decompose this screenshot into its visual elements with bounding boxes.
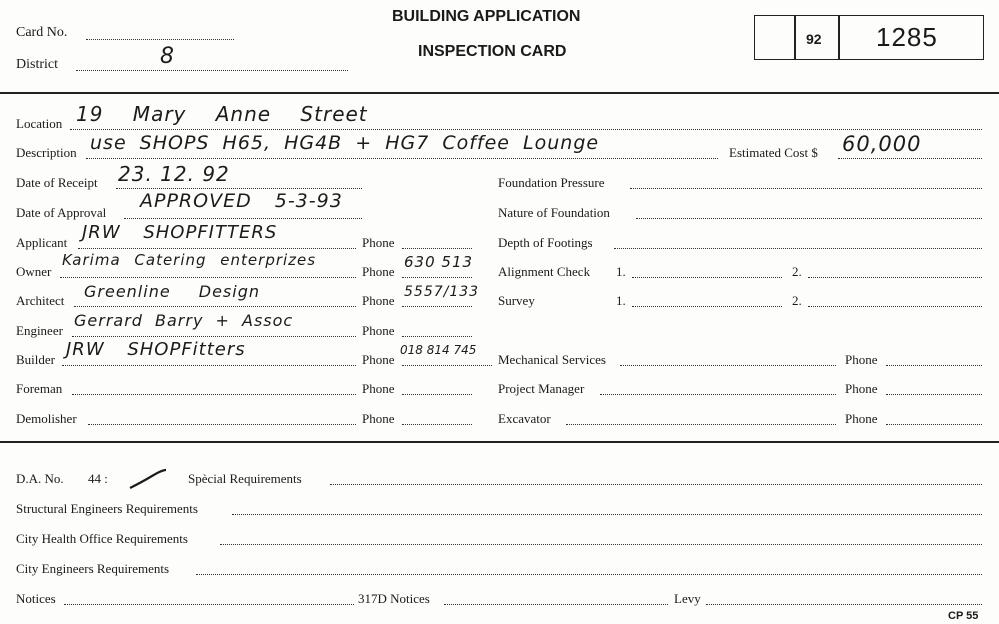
description-field[interactable] — [86, 158, 718, 159]
notices-label: Notices — [16, 591, 56, 606]
owner-phone-value: 630 513 — [404, 253, 474, 271]
receipt-field[interactable] — [116, 188, 362, 189]
architect-phone-value: 5557/133 — [404, 284, 480, 300]
box-number: 1285 — [876, 22, 938, 52]
district-value: 8 — [160, 44, 175, 69]
applicant-label: Applicant — [16, 235, 68, 250]
foreman-field[interactable] — [72, 394, 356, 395]
alignment-label: Alignment Check — [498, 264, 591, 279]
top-rule — [0, 92, 999, 94]
survey-field-1[interactable] — [632, 306, 782, 307]
mechanical-phone-field[interactable] — [886, 365, 982, 366]
card-no-label: Card No. — [16, 25, 68, 40]
depth-footings-label: Depth of Footings — [498, 235, 593, 250]
approval-label: Date of Approval — [16, 205, 107, 220]
owner-value: Karima Catering enterprizes — [62, 251, 317, 269]
special-field[interactable] — [330, 484, 982, 485]
structural-field[interactable] — [232, 514, 982, 515]
engineer-phone-field[interactable] — [402, 336, 472, 337]
architect-label: Architect — [16, 293, 65, 308]
location-value: 19 Mary Anne Street — [76, 102, 368, 126]
engineer-phone-label: Phone — [362, 323, 395, 338]
city-eng-label: City Engineers Requirements — [16, 561, 170, 576]
owner-phone-label: Phone — [362, 264, 395, 279]
special-label: Spècial Requirements — [188, 471, 302, 486]
architect-phone-label: Phone — [362, 293, 395, 308]
depth-footings-field[interactable] — [614, 248, 982, 249]
foreman-phone-field[interactable] — [402, 394, 472, 395]
box-divider-1 — [794, 15, 796, 60]
survey-n2: 2. — [792, 293, 802, 308]
foundation-pressure-label: Foundation Pressure — [498, 175, 605, 190]
nature-foundation-label: Nature of Foundation — [498, 205, 610, 220]
title-line-2: INSPECTION CARD — [418, 43, 567, 60]
engineer-value: Gerrard Barry + Assoc — [74, 311, 294, 330]
builder-label: Builder — [16, 352, 55, 367]
survey-n1: 1. — [616, 293, 626, 308]
notices317-field[interactable] — [444, 604, 668, 605]
excavator-label: Excavator — [498, 411, 551, 426]
owner-phone-field[interactable] — [402, 277, 472, 278]
architect-field[interactable] — [74, 306, 356, 307]
demolisher-phone-label: Phone — [362, 411, 395, 426]
foundation-pressure-field[interactable] — [630, 188, 982, 189]
alignment-n2: 2. — [792, 264, 802, 279]
applicant-phone-field[interactable] — [402, 248, 472, 249]
mechanical-phone-label: Phone — [845, 352, 878, 367]
district-field[interactable] — [76, 70, 348, 71]
survey-field-2[interactable] — [808, 306, 982, 307]
approval-field[interactable] — [124, 218, 362, 219]
receipt-value: 23. 12. 92 — [118, 162, 230, 186]
demolisher-phone-field[interactable] — [402, 424, 472, 425]
alignment-field-2[interactable] — [808, 277, 982, 278]
da-label: D.A. No. — [16, 471, 64, 486]
project-manager-phone-label: Phone — [845, 381, 878, 396]
card-no-field[interactable] — [86, 39, 234, 40]
estimated-cost-label: Estimated Cost $ — [729, 145, 818, 160]
description-value: use SHOPS H65, HG4B + HG7 Coffee Lounge — [90, 132, 600, 154]
foreman-label: Foreman — [16, 381, 63, 396]
builder-value: JRW SHOPFitters — [66, 339, 246, 360]
foreman-phone-label: Phone — [362, 381, 395, 396]
receipt-label: Date of Receipt — [16, 175, 98, 190]
owner-label: Owner — [16, 264, 52, 279]
demolisher-field[interactable] — [88, 424, 356, 425]
estimated-cost-value: 60,000 — [842, 132, 922, 156]
levy-field[interactable] — [706, 604, 982, 605]
builder-phone-value: 018 814 745 — [400, 343, 477, 357]
builder-field[interactable] — [62, 365, 356, 366]
location-label: Location — [16, 116, 63, 131]
da-value: 44 : — [88, 471, 108, 486]
approval-value: APPROVED 5-3-93 — [140, 190, 343, 212]
demolisher-label: Demolisher — [16, 411, 77, 426]
middle-rule — [0, 441, 999, 443]
form-code: CP 55 — [948, 610, 979, 622]
tick-mark-icon — [128, 468, 168, 490]
applicant-field[interactable] — [78, 248, 356, 249]
alignment-n1: 1. — [616, 264, 626, 279]
notices317-label: 317D Notices — [358, 591, 430, 606]
excavator-field[interactable] — [566, 424, 836, 425]
engineer-field[interactable] — [72, 336, 356, 337]
builder-phone-label: Phone — [362, 352, 395, 367]
architect-phone-field[interactable] — [402, 306, 472, 307]
title-line-1: BUILDING APPLICATION — [392, 8, 581, 25]
architect-value: Greenline Design — [84, 282, 261, 301]
box-divider-2 — [838, 15, 840, 60]
notices-field[interactable] — [64, 604, 354, 605]
mechanical-label: Mechanical Services — [498, 352, 606, 367]
excavator-phone-label: Phone — [845, 411, 878, 426]
nature-foundation-field[interactable] — [636, 218, 982, 219]
location-field[interactable] — [70, 129, 982, 130]
estimated-cost-field[interactable] — [838, 158, 982, 159]
survey-label: Survey — [498, 293, 535, 308]
applicant-value: JRW SHOPFITTERS — [82, 222, 278, 243]
levy-label: Levy — [674, 591, 701, 606]
alignment-field-1[interactable] — [632, 277, 782, 278]
description-label: Description — [16, 145, 77, 160]
project-manager-phone-field[interactable] — [886, 394, 982, 395]
project-manager-label: Project Manager — [498, 381, 585, 396]
owner-field[interactable] — [60, 277, 356, 278]
builder-phone-field[interactable] — [402, 365, 492, 366]
mechanical-field[interactable] — [620, 365, 836, 366]
engineer-label: Engineer — [16, 323, 63, 338]
health-label: City Health Office Requirements — [16, 531, 188, 546]
district-label: District — [16, 57, 58, 72]
applicant-phone-label: Phone — [362, 235, 395, 250]
card-number-box — [754, 15, 984, 60]
box-prefix: 92 — [806, 31, 822, 47]
health-field[interactable] — [220, 544, 982, 545]
excavator-phone-field[interactable] — [886, 424, 982, 425]
city-eng-field[interactable] — [196, 574, 982, 575]
structural-label: Structural Engineers Requirements — [16, 501, 198, 516]
project-manager-field[interactable] — [600, 394, 836, 395]
